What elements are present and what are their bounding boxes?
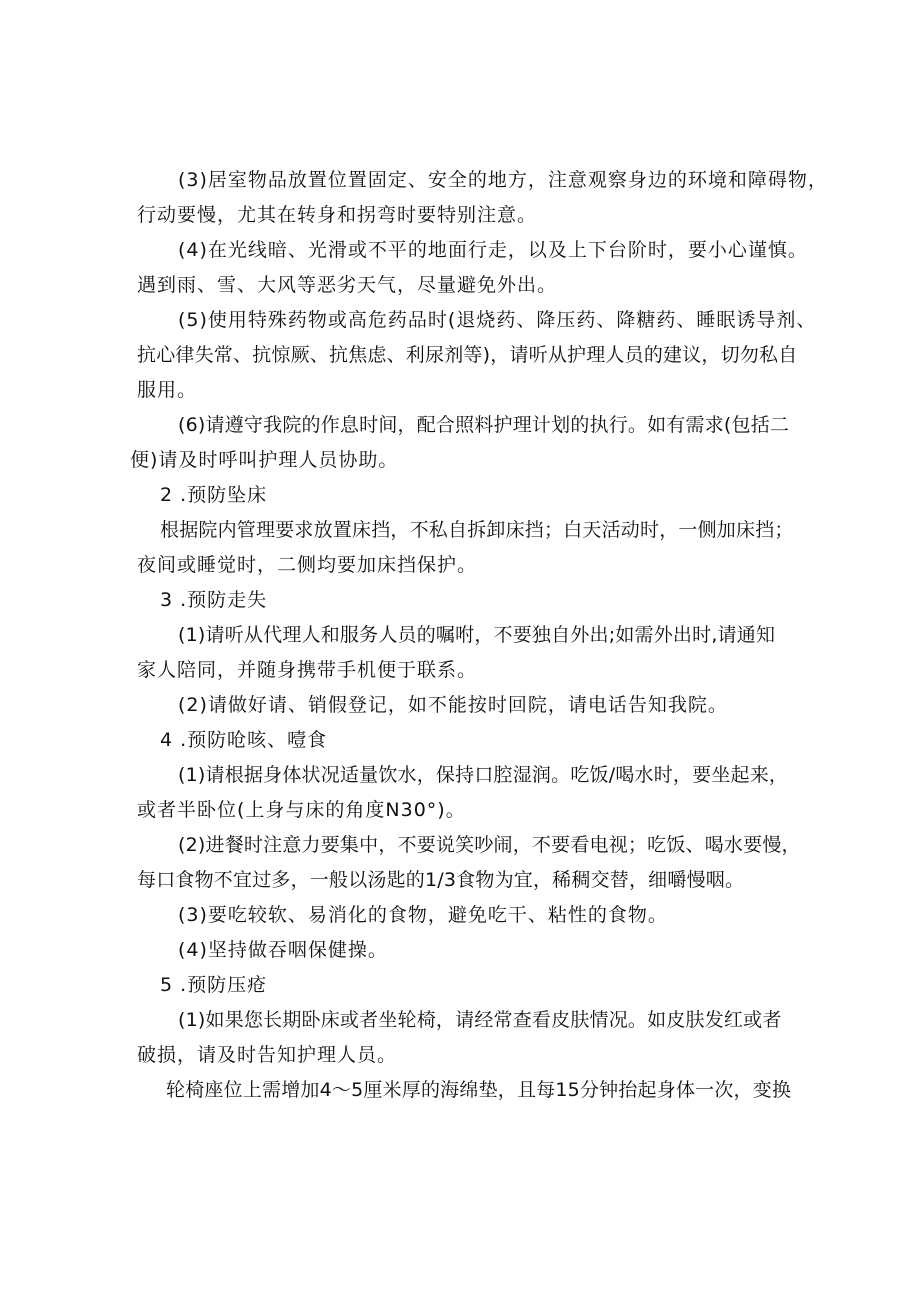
text-line: (4)坚持做吞咽保健操。 [178,939,388,961]
text-line: (1)如果您长期卧床或者坐轮椅，请经常查看皮肤情况。如皮肤发红或者 [178,1009,782,1031]
section-heading: 2 .预防坠床 [160,484,268,506]
text-line: 家人陪同，并随身携带手机便于联系。 [137,659,478,681]
text-line: (1)请根据身体状况适量饮水，保持口腔湿润。吃饭/喝水时，要坐起来， [178,764,789,786]
text-line: (6)请遵守我院的作息时间，配合照料护理计划的执行。如有需求(包括二 [178,414,790,436]
section-heading: 3 .预防走失 [160,589,268,611]
text-line: (4)在光线暗、光滑或不平的地面行走，以及上下台阶时，要小心谨慎。 [178,239,808,261]
text-line: (3)要吃较软、易消化的食物，避免吃干、粘性的食物。 [178,904,668,926]
text-line: 遇到雨、雪、大风等恶劣天气，尽量避免外出。 [137,274,558,296]
section-heading: 4 .预防呛咳、噎食 [160,729,328,751]
text-line: 或者半卧位(上身与床的角度N30°)。 [137,799,466,821]
text-line: 抗心律失常、抗惊厥、抗焦虑、利尿剂等)，请听从护理人员的建议，切勿私自 [137,344,798,366]
text-line: 行动要慢，尤其在转身和拐弯时要特别注意。 [137,204,538,226]
text-line: 轮椅座位上需增加4～5厘米厚的海绵垫，且每15分钟抬起身体一次，变换 [166,1079,792,1101]
text-line: 夜间或睡觉时，二侧均要加床挡保护。 [137,554,478,576]
text-line: (5)使用特殊药物或高危药品时(退烧药、降压药、降糖药、睡眠诱导剂、 [178,309,817,331]
text-line: 便)请及时呼叫护理人员协助。 [130,449,399,471]
text-line: 破损，请及时告知护理人员。 [137,1044,398,1066]
text-line: (2)进餐时注意力要集中，不要说笑吵闹，不要看电视；吃饭、喝水要慢， [178,834,801,856]
text-line: (2)请做好请、销假登记，如不能按时回院，请电话告知我院。 [178,694,728,716]
text-line: (3)居室物品放置位置固定、安全的地方，注意观察身边的环境和障碍物， [178,169,828,191]
text-line: (1)请听从代理人和服务人员的嘱咐，不要独自外出;如需外出时,请通知 [178,624,776,646]
text-line: 每口食物不宜过多，一般以汤匙的1/3食物为宜，稀稠交替，细嚼慢咽。 [137,869,745,891]
text-line: 根据院内管理要求放置床挡，不私自拆卸床挡；白天活动时，一侧加床挡； [160,519,794,541]
section-heading: 5 .预防压疮 [160,974,268,996]
text-line: 服用。 [137,379,198,401]
